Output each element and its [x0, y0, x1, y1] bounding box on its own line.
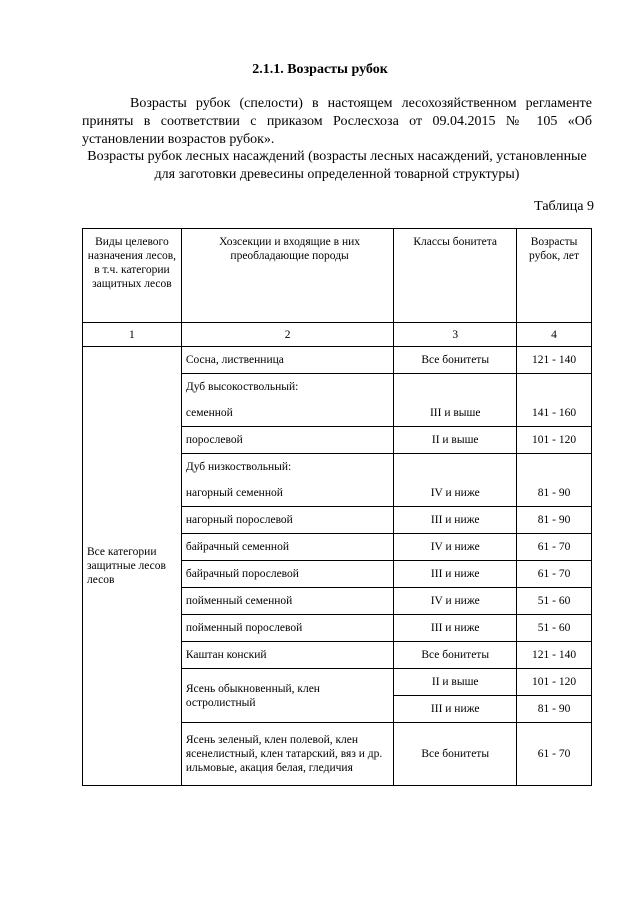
- col-number: 3: [394, 323, 517, 347]
- species-cell: Каштан конский: [181, 642, 394, 669]
- class-cell: IV и ниже: [394, 534, 517, 561]
- species-cell: пойменный порослевой: [181, 615, 394, 642]
- age-cell: 61 - 70: [517, 534, 592, 561]
- species-group-heading: Дуб низкоствольный:: [181, 454, 394, 481]
- header-age: Возрасты рубок, лет: [517, 229, 592, 323]
- felling-age-table: [82, 228, 592, 786]
- species-cell: Ясень обыкновенный, клен остролистный: [181, 669, 394, 723]
- class-cell: II и выше: [394, 427, 517, 454]
- col-number: 1: [83, 323, 182, 347]
- species-cell: семенной: [181, 400, 394, 427]
- header-class: Классы бонитета: [394, 229, 517, 323]
- col-number: 2: [181, 323, 394, 347]
- class-cell: IV и ниже: [394, 588, 517, 615]
- species-cell: порослевой: [181, 427, 394, 454]
- category-cell: Все категории защитные лесов лесов: [83, 347, 182, 786]
- intro-paragraph: Возрасты рубок (спелости) в настоящем лесохозяйственном регламенте приняты в соответствии с приказом Рослесхоза от 09.04.2015 № 105 «Об установлении возрастов рубок».: [82, 96, 592, 147]
- table-caption: Возрасты рубок лесных насаждений (возрасты лесных насаждений, установленные для заготовки древесины определенной товарной структуры): [87, 149, 587, 182]
- class-cell: III и ниже: [394, 615, 517, 642]
- age-cell: [517, 454, 592, 481]
- table-row: [83, 347, 592, 374]
- section-title: 2.1.1. Возрасты рубок: [252, 62, 388, 77]
- species-cell: пойменный семенной: [181, 588, 394, 615]
- class-cell: IV и ниже: [394, 480, 517, 507]
- species-cell: байрачный порослевой: [181, 561, 394, 588]
- species-cell: нагорный семенной: [181, 480, 394, 507]
- age-cell: 51 - 60: [517, 615, 592, 642]
- class-cell: III и выше: [394, 400, 517, 427]
- class-cell: III и ниже: [394, 696, 517, 723]
- class-cell: III и ниже: [394, 507, 517, 534]
- class-cell: II и выше: [394, 669, 517, 696]
- age-cell: 61 - 70: [517, 723, 592, 786]
- class-cell: [394, 454, 517, 481]
- species-cell: Ясень зеленый, клен полевой, клен ясенелистный, клен татарский, вяз и др. ильмовые, акация белая, гледичия: [181, 723, 394, 786]
- class-cell: III и ниже: [394, 561, 517, 588]
- age-cell: 81 - 90: [517, 480, 592, 507]
- age-cell: 81 - 90: [517, 696, 592, 723]
- class-cell: Все бонитеты: [394, 723, 517, 786]
- column-number-row: [83, 323, 592, 347]
- class-cell: [394, 374, 517, 401]
- header-species: Хозсекции и входящие в них преобладающие породы: [181, 229, 394, 323]
- age-cell: 141 - 160: [517, 400, 592, 427]
- species-group-heading: Дуб высокоствольный:: [181, 374, 394, 401]
- species-cell: байрачный семенной: [181, 534, 394, 561]
- species-cell: Сосна, лиственница: [181, 347, 394, 374]
- class-cell: Все бонитеты: [394, 347, 517, 374]
- age-cell: 121 - 140: [517, 642, 592, 669]
- age-cell: 101 - 120: [517, 427, 592, 454]
- age-cell: 81 - 90: [517, 507, 592, 534]
- age-cell: 101 - 120: [517, 669, 592, 696]
- age-cell: 121 - 140: [517, 347, 592, 374]
- age-cell: [517, 374, 592, 401]
- class-cell: Все бонитеты: [394, 642, 517, 669]
- age-cell: 51 - 60: [517, 588, 592, 615]
- col-number: 4: [517, 323, 592, 347]
- table-number: Таблица 9: [534, 199, 594, 214]
- header-purpose: Виды целевого назначения лесов, в т.ч. категории защитных лесов: [83, 229, 182, 323]
- table-header-row: [83, 229, 592, 323]
- age-cell: 61 - 70: [517, 561, 592, 588]
- species-cell: нагорный порослевой: [181, 507, 394, 534]
